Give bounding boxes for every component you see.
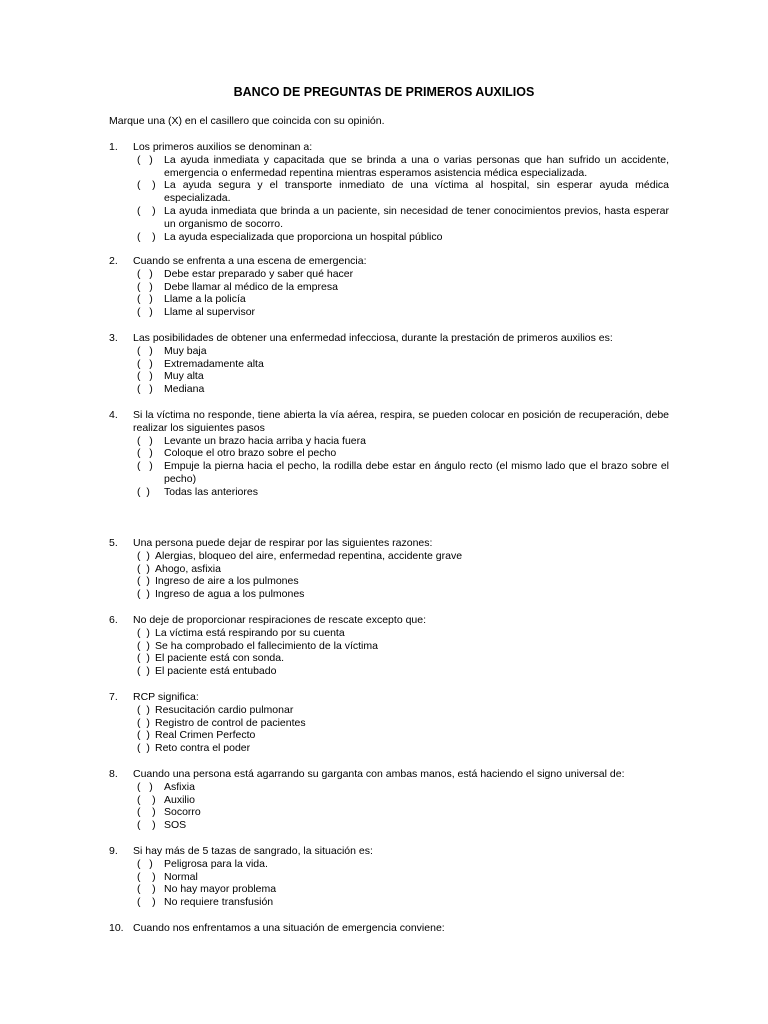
option-list <box>109 268 669 319</box>
answer-checkbox[interactable]: ( ) <box>137 665 150 678</box>
answer-option-text: La ayuda especializada que proporciona un hospital público <box>164 230 443 243</box>
answer-option-text: El paciente está con sonda. <box>155 652 285 665</box>
answer-option-text: Ahogo, asfixia <box>155 562 221 575</box>
answer-option-text: Debe llamar al médico de la empresa <box>164 280 338 293</box>
answer-checkbox[interactable]: ( ) <box>137 703 150 716</box>
answer-checkbox[interactable]: ( ) <box>137 357 153 370</box>
answer-option-text: Socorro <box>164 806 201 819</box>
question-text: Si hay más de 5 tazas de sangrado, la situación es: <box>133 845 373 857</box>
answer-checkbox[interactable]: ( ) <box>137 806 156 819</box>
answer-option-text: Normal <box>164 870 198 883</box>
answer-checkbox[interactable]: ( ) <box>137 153 153 166</box>
answer-option-text: La ayuda segura y el transporte inmediato de una víctima al hospital, sin esperar ayuda médica especializada. <box>164 179 669 205</box>
answer-option <box>109 435 669 448</box>
answer-option-text: La ayuda inmediata y capacitada que se brinda a una o varias personas que han sufrido un accidente, emergencia o enfermedad repentina mientras esperamos asistencia médica especializada. <box>164 153 669 179</box>
answer-option-text: Ingreso de agua a los pulmones <box>155 588 305 601</box>
question-8 <box>109 768 669 832</box>
option-list <box>109 858 669 909</box>
answer-option <box>109 268 669 281</box>
answer-option-text: La ayuda inmediata que brinda a un paciente, sin necesidad de tener conocimientos previos, hasta esperar un organismo de socorro. <box>164 204 669 230</box>
document-title: BANCO DE PREGUNTAS DE PRIMEROS AUXILIOS <box>233 85 535 99</box>
question-text: Cuando nos enfrentamos a una situación de emergencia conviene: <box>133 922 445 934</box>
answer-option <box>109 627 669 640</box>
answer-option-text: Alergias, bloqueo del aire, enfermedad repentina, accidente grave <box>155 549 463 562</box>
answer-checkbox[interactable]: ( ) <box>137 383 153 396</box>
answer-option <box>109 896 669 909</box>
answer-option-text: Levante un brazo hacia arriba y hacia fuera <box>164 434 366 447</box>
answer-checkbox[interactable]: ( ) <box>137 230 156 243</box>
answer-option <box>109 370 669 383</box>
answer-option-text: Todas las anteriores <box>164 485 258 498</box>
answer-option <box>109 306 669 319</box>
answer-checkbox[interactable]: ( ) <box>137 780 153 793</box>
answer-option-text: Auxilio <box>164 793 195 806</box>
answer-option <box>109 806 669 819</box>
answer-option <box>109 293 669 306</box>
answer-checkbox[interactable]: ( ) <box>137 434 153 447</box>
answer-option <box>109 486 669 499</box>
answer-option <box>109 205 669 231</box>
question-text: Los primeros auxilios se denominan a: <box>133 141 313 153</box>
answer-checkbox[interactable]: ( ) <box>137 716 150 729</box>
answer-option-text: Llame a la policía <box>164 293 246 306</box>
answer-option <box>109 179 669 205</box>
answer-option-text: Debe estar preparado y saber qué hacer <box>164 267 354 280</box>
answer-option-text: Mediana <box>164 383 205 396</box>
answer-option-text: Se ha comprobado el fallecimiento de la víctima <box>155 639 378 652</box>
question-number: 7. <box>109 691 118 703</box>
answer-option <box>109 640 669 653</box>
answer-option-text: Llame al supervisor <box>164 306 256 319</box>
answer-checkbox[interactable]: ( ) <box>137 280 153 293</box>
answer-checkbox[interactable]: ( ) <box>137 549 150 562</box>
answer-option <box>109 794 669 807</box>
answer-checkbox[interactable]: ( ) <box>137 626 150 639</box>
answer-checkbox[interactable]: ( ) <box>137 344 153 357</box>
option-list <box>109 550 669 601</box>
option-list <box>109 435 669 499</box>
answer-option-text: Muy baja <box>164 344 207 357</box>
answer-option-text: Reto contra el poder <box>155 742 251 755</box>
question-4 <box>109 409 669 499</box>
answer-option <box>109 871 669 884</box>
question-5 <box>109 537 669 601</box>
answer-checkbox[interactable]: ( ) <box>137 857 153 870</box>
answer-checkbox[interactable]: ( ) <box>137 485 150 498</box>
answer-option <box>109 665 669 678</box>
question-2 <box>109 255 669 319</box>
option-list <box>109 704 669 755</box>
question-number: 2. <box>109 255 118 267</box>
question-6 <box>109 614 669 678</box>
option-list <box>109 345 669 396</box>
answer-option-text: SOS <box>164 819 187 832</box>
answer-option <box>109 858 669 871</box>
answer-checkbox[interactable]: ( ) <box>137 742 150 755</box>
answer-checkbox[interactable]: ( ) <box>137 883 156 896</box>
answer-option <box>109 781 669 794</box>
question-number: 8. <box>109 768 118 780</box>
answer-option-text: No requiere transfusión <box>164 896 274 909</box>
question-number: 6. <box>109 614 118 626</box>
answer-checkbox[interactable]: ( ) <box>137 819 156 832</box>
answer-option-text: Extremadamente alta <box>164 357 264 370</box>
question-text: Una persona puede dejar de respirar por las siguientes razones: <box>133 537 433 549</box>
answer-option <box>109 460 669 486</box>
answer-option-text: Coloque el otro brazo sobre el pecho <box>164 447 337 460</box>
answer-option <box>109 717 669 730</box>
question-1 <box>109 141 669 243</box>
question-number: 3. <box>109 332 118 344</box>
answer-option <box>109 704 669 717</box>
answer-option-text: Real Crimen Perfecto <box>155 729 256 742</box>
answer-option <box>109 447 669 460</box>
answer-checkbox[interactable]: ( ) <box>137 204 156 217</box>
answer-checkbox[interactable]: ( ) <box>137 562 150 575</box>
answer-option-text: Asfixia <box>164 780 195 793</box>
answer-option-text: Ingreso de aire a los pulmones <box>155 575 299 588</box>
answer-checkbox[interactable]: ( ) <box>137 588 150 601</box>
question-number: 10. <box>109 922 124 934</box>
question-7 <box>109 691 669 755</box>
question-text: Las posibilidades de obtener una enfermedad infecciosa, durante la prestación de primeros auxilios es: <box>133 332 613 344</box>
option-list <box>109 781 669 832</box>
question-10 <box>109 922 669 935</box>
answer-option-text: Peligrosa para la vida. <box>164 857 268 870</box>
answer-option <box>109 575 669 588</box>
answer-checkbox[interactable]: ( ) <box>137 179 156 192</box>
answer-option <box>109 883 669 896</box>
question-text: Cuando una persona está agarrando su garganta con ambas manos, está haciendo el signo universal de: <box>133 768 625 780</box>
answer-checkbox[interactable]: ( ) <box>137 870 156 883</box>
option-list <box>109 154 669 244</box>
answer-checkbox[interactable]: ( ) <box>137 639 150 652</box>
question-text: Si la víctima no responde, tiene abierta la vía aérea, respira, se pueden colocar en posición de recuperación, debe realizar los siguientes pasos <box>133 409 669 434</box>
answer-checkbox[interactable]: ( ) <box>137 652 150 665</box>
answer-option <box>109 154 669 180</box>
answer-checkbox[interactable]: ( ) <box>137 575 150 588</box>
answer-option <box>109 358 669 371</box>
answer-option-text: No hay mayor problema <box>164 883 277 896</box>
answer-option <box>109 345 669 358</box>
answer-checkbox[interactable]: ( ) <box>137 306 153 319</box>
answer-option <box>109 588 669 601</box>
answer-option-text: Registro de control de pacientes <box>155 716 306 729</box>
question-number: 5. <box>109 537 118 549</box>
answer-checkbox[interactable]: ( ) <box>137 896 156 909</box>
question-number: 9. <box>109 845 118 857</box>
answer-option <box>109 383 669 396</box>
answer-option-text: Resucitación cardio pulmonar <box>155 703 294 716</box>
question-number: 4. <box>109 409 118 421</box>
answer-checkbox[interactable]: ( ) <box>137 267 153 280</box>
question-9 <box>109 845 669 909</box>
question-number: 1. <box>109 141 118 153</box>
answer-checkbox[interactable]: ( ) <box>137 793 156 806</box>
question-text: RCP significa: <box>133 691 199 703</box>
instructions-text: Marque una (X) en el casillero que coincida con su opinión. <box>109 115 385 127</box>
answer-option <box>109 742 669 755</box>
answer-option <box>109 729 669 742</box>
answer-option <box>109 281 669 294</box>
answer-option-text: El paciente está entubado <box>155 665 277 678</box>
answer-option <box>109 819 669 832</box>
question-text: Cuando se enfrenta a una escena de emergencia: <box>133 255 367 267</box>
answer-option-text: Muy alta <box>164 370 204 383</box>
answer-option <box>109 231 669 244</box>
answer-option <box>109 563 669 576</box>
answer-option <box>109 550 669 563</box>
answer-option-text: Empuje la pierna hacia el pecho, la rodilla debe estar en ángulo recto (el mismo lado que el brazo sobre el pecho) <box>164 460 669 485</box>
answer-checkbox[interactable]: ( ) <box>137 293 153 306</box>
answer-checkbox[interactable]: ( ) <box>137 460 153 473</box>
question-text: No deje de proporcionar respiraciones de rescate excepto que: <box>133 614 427 626</box>
answer-checkbox[interactable]: ( ) <box>137 447 153 460</box>
answer-option <box>109 652 669 665</box>
answer-checkbox[interactable]: ( ) <box>137 370 153 383</box>
option-list <box>109 627 669 678</box>
answer-option-text: La víctima está respirando por su cuenta <box>155 626 345 639</box>
question-3 <box>109 332 669 396</box>
answer-checkbox[interactable]: ( ) <box>137 729 150 742</box>
